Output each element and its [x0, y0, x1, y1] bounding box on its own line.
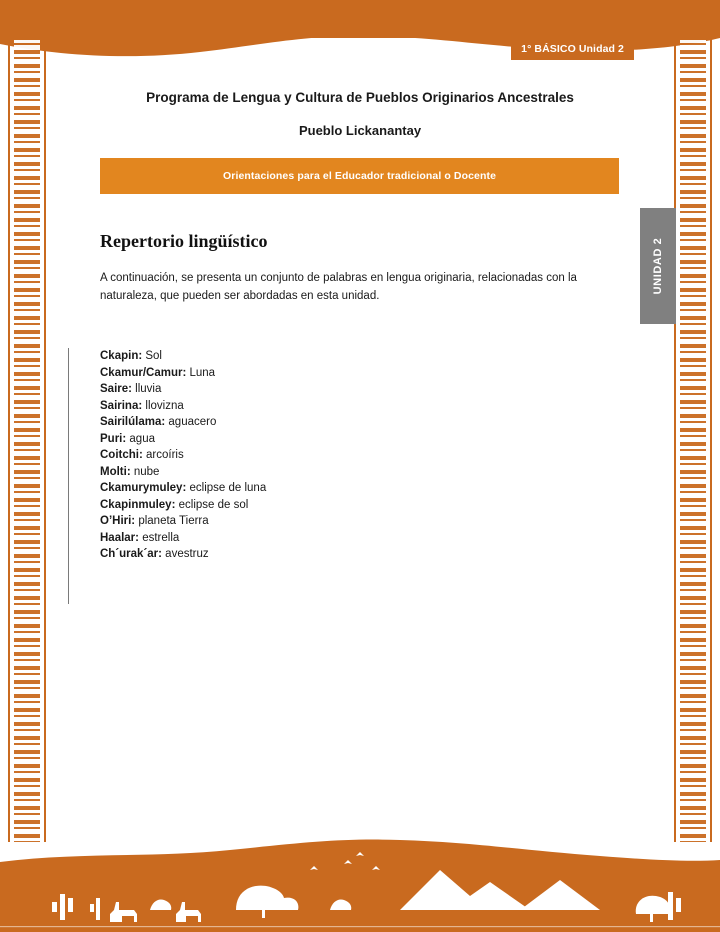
glossary-entry — [100, 414, 266, 431]
section-title: Repertorio lingüístico — [100, 231, 268, 251]
glossary-term: Puri: — [100, 432, 127, 445]
glossary-left-rule — [68, 348, 69, 604]
right-decorative-border — [680, 36, 706, 842]
glossary-term: Saire: — [100, 383, 132, 395]
orientation-banner — [100, 158, 619, 194]
right-outer-rule — [674, 36, 676, 842]
glossary-definition: avestruz — [161, 548, 209, 560]
glossary-definition: planeta Tierra — [135, 515, 209, 527]
glossary-term: Sairina: — [100, 399, 143, 412]
section-intro-text: A continuación, se presenta un conjunto de palabras en lengua originaria, relacionadas con la naturaleza, que pueden ser abordadas en esta unidad. — [100, 272, 577, 302]
unit-chip: 1° BÁSICO Unidad 2 — [511, 39, 634, 60]
glossary-term: Sairilúlama: — [100, 416, 166, 428]
page-subtitle: Pueblo Lickanantay — [298, 123, 422, 138]
glossary-definition: eclipse de sol — [175, 498, 249, 511]
glossary-definition: estrella — [139, 531, 180, 544]
glossary-block — [68, 348, 588, 604]
left-decorative-border — [14, 36, 40, 842]
glossary-term: Molti: — [100, 465, 131, 478]
glossary-entry — [100, 381, 266, 398]
glossary-definition: nube — [130, 465, 160, 478]
glossary-term: Ckapin: — [100, 350, 143, 362]
glossary-definition: eclipse de luna — [186, 482, 267, 494]
left-outer-rule — [44, 36, 46, 842]
glossary-entry — [100, 398, 266, 415]
glossary-definition: agua — [126, 432, 155, 445]
glossary-term: Coitchi: — [100, 449, 143, 461]
unit-side-tab-label: UNIDAD 2 — [652, 237, 664, 295]
page-title: Programa de Lengua y Cultura de Pueblos Originarios Ancestrales — [146, 90, 574, 105]
glossary-term: Ckamurymuley: — [100, 482, 187, 494]
glossary-entry — [100, 530, 266, 547]
glossary-definition: llovizna — [142, 399, 184, 412]
bottom-landscape-illustration — [0, 836, 720, 932]
right-inner-rule — [710, 36, 712, 842]
glossary-entry — [100, 480, 266, 497]
glossary-term: Ckapinmuley: — [100, 498, 176, 511]
glossary-entry — [100, 497, 266, 514]
glossary-definition: lluvia — [131, 383, 162, 395]
glossary-entry — [100, 348, 266, 365]
glossary-entry — [100, 513, 266, 530]
glossary-term: Ckamur/Camur: — [100, 366, 187, 379]
glossary-entry — [100, 546, 266, 563]
left-inner-rule — [8, 36, 10, 842]
glossary-definition: aguacero — [165, 416, 217, 428]
glossary-list — [100, 348, 266, 563]
glossary-definition: Sol — [142, 350, 162, 362]
glossary-term: Ch´urak´ar: — [100, 548, 162, 560]
orientation-banner-label: Orientaciones para el Educador tradicional o Docente — [222, 170, 497, 182]
glossary-entry — [100, 447, 266, 464]
glossary-entry — [100, 365, 266, 382]
unit-side-tab — [640, 208, 676, 324]
glossary-entry — [100, 464, 266, 481]
glossary-term: O’Hiri: — [100, 515, 136, 527]
glossary-definition: arcoíris — [142, 449, 184, 461]
glossary-entry — [100, 431, 266, 448]
glossary-definition: Luna — [186, 366, 216, 379]
glossary-term: Haalar: — [100, 531, 139, 544]
